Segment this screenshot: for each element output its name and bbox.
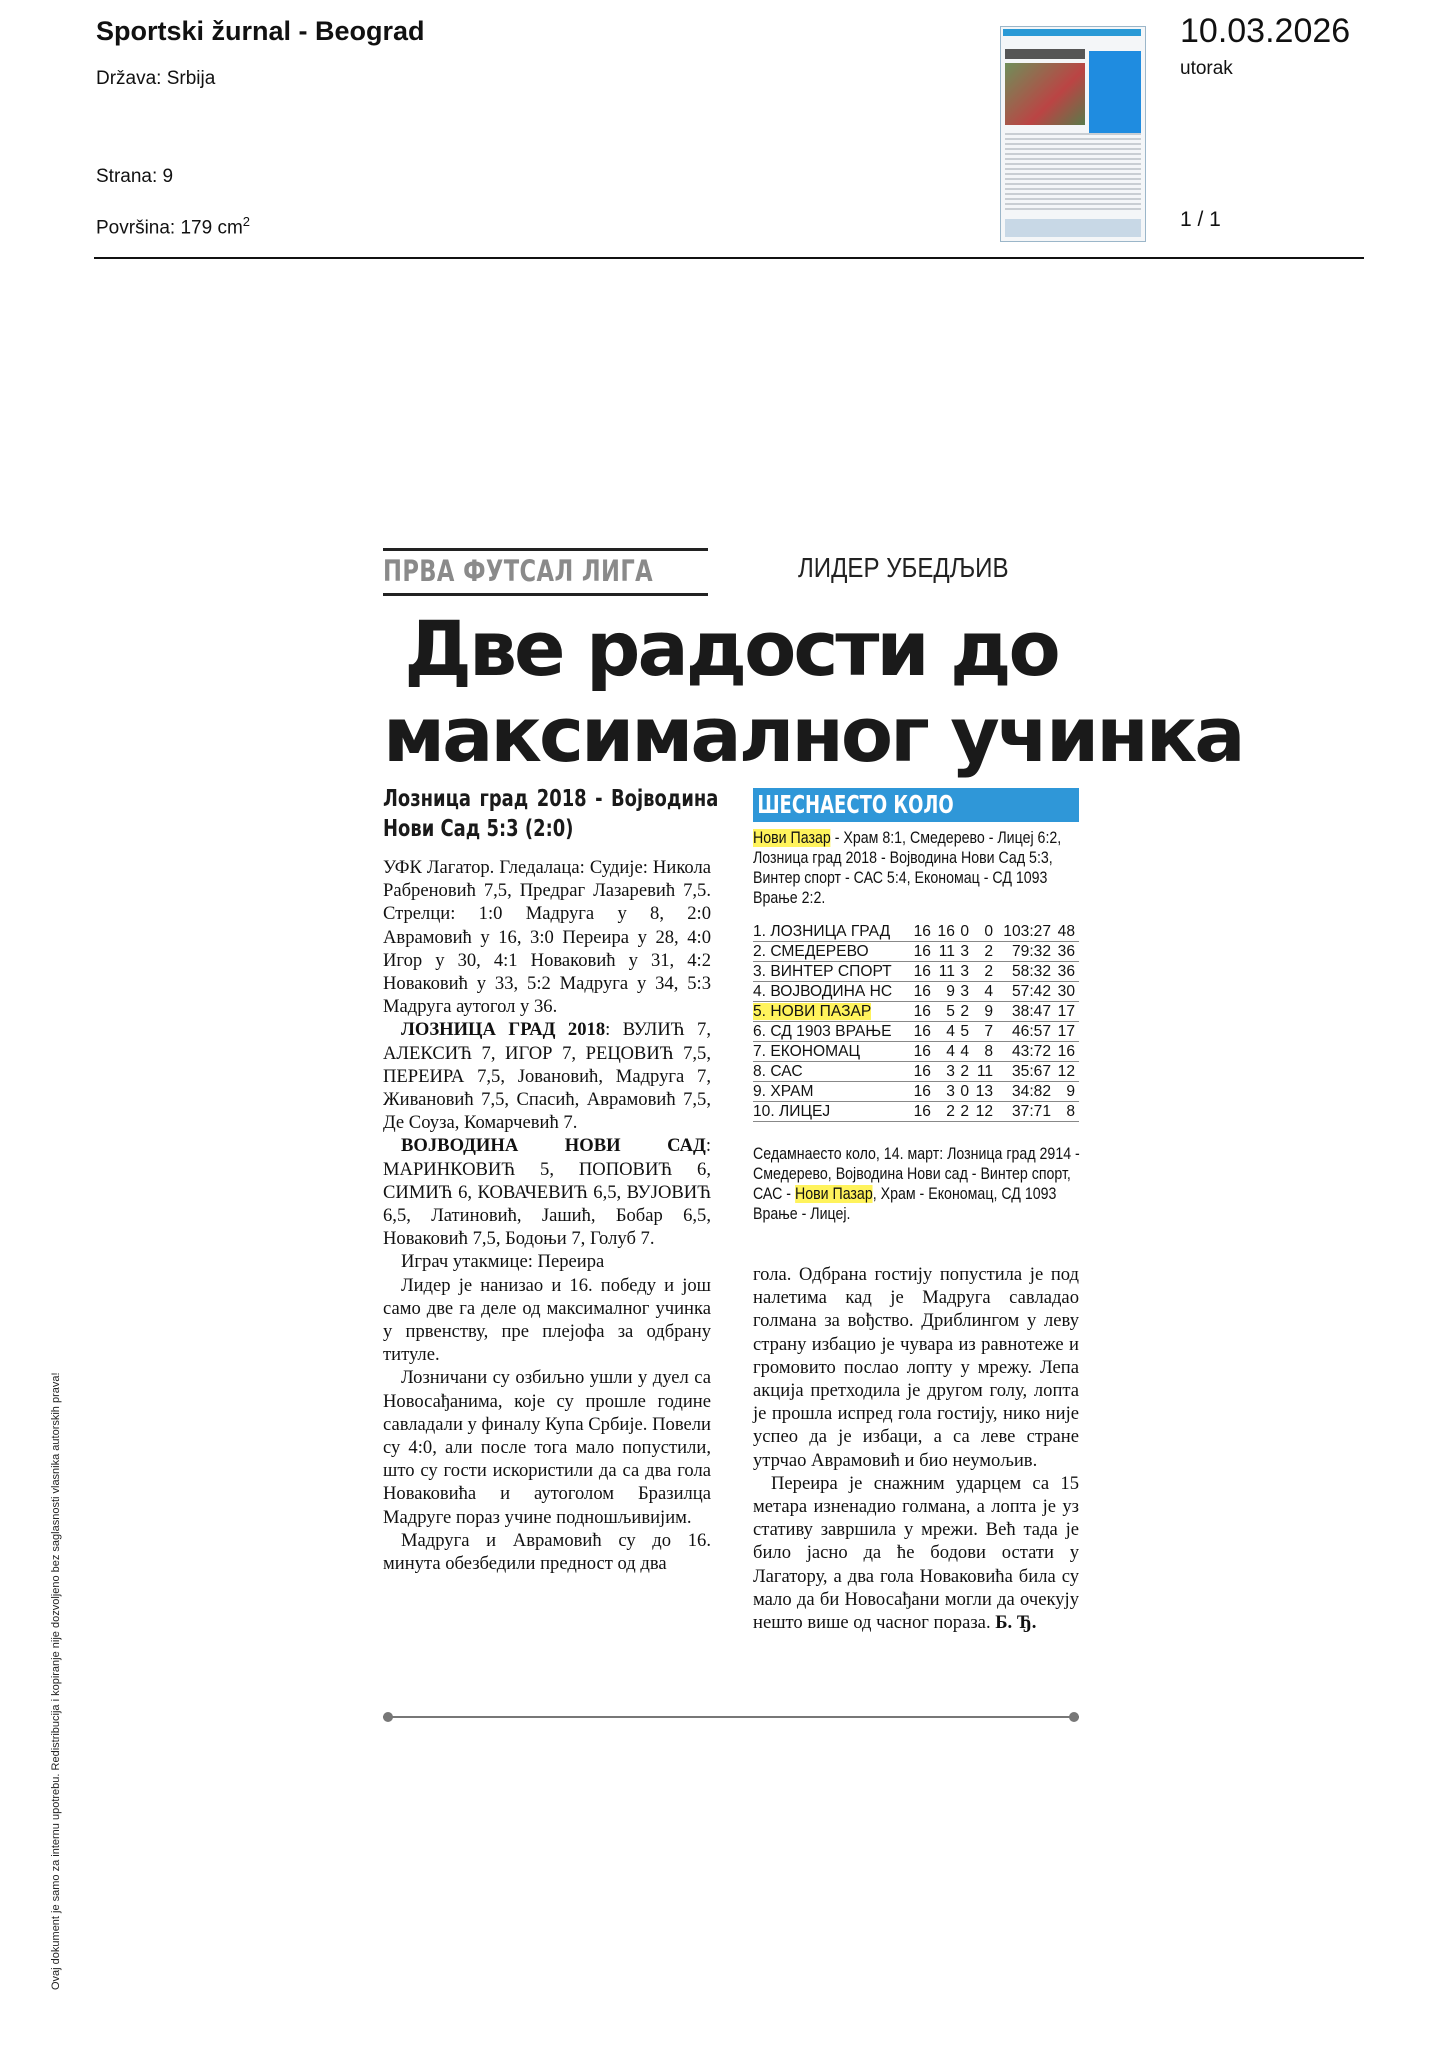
standings-cell-d: 3 [959, 942, 973, 962]
standings-cell-w: 9 [935, 982, 959, 1002]
standings-cell-goals: 79:32 [997, 942, 1055, 962]
standings-cell-team [753, 1022, 911, 1042]
standings-table [753, 922, 1079, 1122]
standings-cell-p: 16 [911, 1022, 935, 1042]
standings-cell-team [753, 1002, 911, 1022]
standings-cell-goals: 46:57 [997, 1022, 1055, 1042]
standings-cell-goals: 34:82 [997, 1082, 1055, 1102]
area-label [96, 214, 250, 239]
round-results [753, 828, 1080, 908]
standings-cell-pts: 17 [1055, 1002, 1079, 1022]
publication-date: 10.03.2026 [1180, 12, 1351, 50]
body-paragraph-4 [753, 1472, 1079, 1634]
headline-line-2: максималног учинка [383, 690, 1243, 779]
body-paragraph-4-text: Переира је снажним ударцем са 15 метара изненадио голмана, а лопта је уз стативу завршила у мрежи. Већ тада је било јасно да ће бодови остати у Лагатору, а два гола Новаковића била су мало да би Новосађани могли да очекују нешто више од часног пораза. [753, 1472, 1079, 1634]
standings-cell-d: 2 [959, 1102, 973, 1122]
standings-cell-d: 2 [959, 1062, 973, 1082]
highlighted-team: Нови Пазар [794, 1185, 873, 1203]
player-of-match: Играч утакмице: Переира [401, 1251, 605, 1273]
standings-cell-w: 4 [935, 1022, 959, 1042]
standings-cell-w: 3 [935, 1082, 959, 1102]
standings-cell-l: 4 [973, 982, 997, 1002]
standings-cell-goals: 103:27 [997, 922, 1055, 942]
standings-team-name: 3. ВИНТЕР СПОРТ [753, 962, 892, 980]
standings-row [753, 962, 1079, 982]
standings-team-name: 5. НОВИ ПАЗАР [753, 1002, 872, 1020]
standings-row [753, 1022, 1079, 1042]
match-title: Лозница град 2018 - Војводина Нови Сад 5:3 (2:0) [383, 786, 719, 842]
standings-cell-w: 4 [935, 1042, 959, 1062]
next-round-text-end: , Храм - Економац, СД 1093 Врање - Лицеј. [753, 1185, 1057, 1223]
section-rule-top [383, 548, 708, 551]
match-details: УФК Лагатор. Гледалаца: Судије: Никола Рабреновић 7,5, Предраг Лазаревић 7,5. Стрелци: 1:0 Мадруга у 8, 2:0 Аврамовић у 16, 3:0 Переира у 28, 4:0 Игор у 30, 4:1 Новаковић у 31, 4:2 Новаковић у 33, 5:2 Мадруга у 34, 5:3 Мадруга аутогол у 36. [383, 857, 711, 1018]
standings-cell-p: 16 [911, 942, 935, 962]
standings-cell-w: 11 [935, 962, 959, 982]
body-paragraph-3-end: гола. Одбрана гостију попустила је под налетима кад је Мадруга савладао голмана за вођство. Дриблингом у леву страну избацио је чувара из равнотеже и громовито послао лопту у мрежу. Лепа акција претходила је другом голу, лопта је прошла испред гола гостију, нико није успео да је избаци, а са леве стране утрчао Аврамовић и био неумољив. [753, 1264, 1079, 1471]
standings-cell-w: 2 [935, 1102, 959, 1122]
thumbnail-bar [1003, 29, 1141, 36]
footer-dot-left [383, 1712, 393, 1722]
area-value: Površina: 179 cm [96, 217, 243, 239]
footer-rule [383, 1716, 1079, 1718]
area-unit-exponent: 2 [242, 214, 251, 229]
standings-cell-team [753, 1042, 911, 1062]
standings-cell-team [753, 982, 911, 1002]
home-team-name: ЛОЗНИЦА ГРАД 2018 [401, 1019, 606, 1041]
standings-cell-d: 0 [959, 1082, 973, 1102]
standings-row [753, 1102, 1079, 1122]
standings-cell-team [753, 942, 911, 962]
standings-cell-l: 8 [973, 1042, 997, 1062]
copyright-notice: Ovaj dokument je samo za internu upotrebu. Redistribucija i kopiranje nije dozvoljeno bez saglasnosti vlasnika autorskih prava! [50, 1372, 62, 1990]
standings-cell-team [753, 1062, 911, 1082]
thumbnail-strip [1005, 219, 1141, 237]
standings-cell-pts: 8 [1055, 1102, 1079, 1122]
standings-cell-w: 5 [935, 1002, 959, 1022]
round-title-bar [753, 788, 1079, 822]
standings-cell-pts: 30 [1055, 982, 1079, 1002]
standings-cell-d: 3 [959, 982, 973, 1002]
kicker: ЛИДЕР УБЕДЉИВ [798, 552, 1009, 583]
standings-cell-p: 16 [911, 1002, 935, 1022]
standings-row [753, 1062, 1079, 1082]
standings-cell-d: 5 [959, 1022, 973, 1042]
standings-team-name: 8. САС [753, 1062, 803, 1080]
standings-cell-d: 3 [959, 962, 973, 982]
away-team-players: : МАРИНКОВИЋ 5, ПОПОВИЋ 6, СИМИЋ 6, КОВАЧЕВИЋ 6,5, ВУЈОВИЋ 6,5, Латиновић, Јашић, Бобар 6,5, Новаковић 7,5, Бодоњи 7, Голуб 7. [383, 1135, 711, 1250]
standings-team-name: 4. ВОЈВОДИНА НС [753, 982, 893, 1000]
standings-cell-pts: 16 [1055, 1042, 1079, 1062]
standings-cell-l: 12 [973, 1102, 997, 1122]
standings-cell-pts: 17 [1055, 1022, 1079, 1042]
standings-cell-team [753, 1082, 911, 1102]
thumbnail-photo [1005, 63, 1085, 125]
standings-cell-l: 11 [973, 1062, 997, 1082]
weekday: utorak [1180, 58, 1233, 79]
standings-row [753, 922, 1079, 942]
standings-team-name: 7. ЕКОНОМАЦ [753, 1042, 861, 1060]
standings-cell-p: 16 [911, 1082, 935, 1102]
standings-row [753, 982, 1079, 1002]
standings-cell-p: 16 [911, 982, 935, 1002]
standings-cell-l: 9 [973, 1002, 997, 1022]
standings-cell-pts: 12 [1055, 1062, 1079, 1082]
round-title: ШЕСНАЕСТО КОЛО [757, 790, 954, 819]
standings-cell-pts: 36 [1055, 962, 1079, 982]
standings-cell-p: 16 [911, 1042, 935, 1062]
standings-cell-team [753, 962, 911, 982]
article-column-left [383, 784, 719, 1575]
thumbnail-headline [1005, 49, 1085, 59]
home-team-players: : ВУЛИЋ 7, АЛЕКСИЋ 7, ИГОР 7, РЕЦОВИЋ 7,5, ПЕРЕИРА 7,5, Јовановић, Мадруга 7, Живановић 7,5, Спасић, Аврамовић 7,5, Де Соуза, Комарчевић 7. [383, 1019, 711, 1134]
article-column-right [753, 1263, 1079, 1634]
body-paragraph-2: Лозничани су озбиљно ушли у дуел са Новосађанима, које су прошле године савладали у финалу Купа Србије. Повели су 4:0, али после тога мало попустили, што су гости искористили да са два гола Новаковића и аутоголом Бразилца Мадруге пораз учине подношљивијим. [383, 1367, 711, 1528]
headline-line-1: Две радости до [404, 604, 1058, 693]
next-round-text: Седамнаесто коло, 14. март: Лозница град 2914 - Смедерево, Војводина Нови сад - Винтер спорт, САС - [753, 1145, 1080, 1203]
standings-cell-d: 2 [959, 1002, 973, 1022]
standings-cell-p: 16 [911, 922, 935, 942]
standings-cell-l: 2 [973, 942, 997, 962]
standings-cell-pts: 36 [1055, 942, 1079, 962]
country-label: Država: Srbija [96, 68, 216, 89]
away-team-name: ВОЈВОДИНА НОВИ САД [401, 1135, 706, 1157]
standings-cell-goals: 35:67 [997, 1062, 1055, 1082]
standings-team-name: 2. СМЕДЕРЕВО [753, 942, 869, 960]
standings-row [753, 1002, 1079, 1022]
standings-cell-l: 0 [973, 922, 997, 942]
standings-cell-l: 7 [973, 1022, 997, 1042]
standings-cell-l: 2 [973, 962, 997, 982]
standings-cell-w: 3 [935, 1062, 959, 1082]
body-paragraph-3-start: Мадруга и Аврамовић су до 16. минута обезбедили предност од два [383, 1529, 711, 1575]
standings-cell-p: 16 [911, 962, 935, 982]
author-signature: Б. Ђ. [995, 1612, 1037, 1634]
article-clipping [383, 548, 1243, 1728]
round-results-box [753, 788, 1079, 1224]
body-paragraph-1: Лидер је нанизао и 16. победу и још само две га деле од максималног учинка у првенству, пре плејофа за одбрану титуле. [383, 1274, 711, 1366]
standings-row [753, 1042, 1079, 1062]
standings-cell-goals: 37:71 [997, 1102, 1055, 1122]
standings-team-name: 10. ЛИЦЕЈ [753, 1102, 831, 1120]
results-text: - Храм 8:1, Смедерево - Лицеј 6:2, Лозница град 2018 - Војводина Нови Сад 5:3, Винтер спорт - САС 5:4, Економац - СД 1093 Врање 2:2. [753, 829, 1062, 907]
standings-cell-goals: 38:47 [997, 1002, 1055, 1022]
standings-cell-d: 0 [959, 922, 973, 942]
standings-row [753, 942, 1079, 962]
header-divider [94, 257, 1364, 259]
thumbnail-ad [1089, 51, 1141, 137]
section-rule-bottom [383, 593, 708, 596]
standings-cell-w: 16 [935, 922, 959, 942]
standings-team-name: 6. СД 1903 ВРАЊЕ [753, 1022, 892, 1040]
page-thumbnail[interactable] [1000, 26, 1146, 242]
lineup-away [383, 1134, 711, 1250]
publication-title: Sportski žurnal - Beograd [96, 16, 425, 46]
standings-cell-p: 16 [911, 1062, 935, 1082]
section-label: ПРВА ФУТСАЛ ЛИГА [383, 554, 654, 588]
standings-cell-goals: 58:32 [997, 962, 1055, 982]
footer-dot-right [1069, 1712, 1079, 1722]
thumbnail-text [1005, 133, 1141, 213]
standings-cell-w: 11 [935, 942, 959, 962]
standings-row [753, 1082, 1079, 1102]
standings-cell-pts: 48 [1055, 922, 1079, 942]
pager: 1 / 1 [1180, 208, 1221, 231]
standings-cell-team [753, 1102, 911, 1122]
standings-cell-team [753, 922, 911, 942]
page-number: Strana: 9 [96, 166, 174, 187]
standings-cell-goals: 43:72 [997, 1042, 1055, 1062]
standings-cell-pts: 9 [1055, 1082, 1079, 1102]
standings-cell-l: 13 [973, 1082, 997, 1102]
standings-cell-d: 4 [959, 1042, 973, 1062]
standings-cell-goals: 57:42 [997, 982, 1055, 1002]
next-round [753, 1144, 1080, 1224]
highlighted-team: Нови Пазар [753, 829, 831, 847]
headline [383, 604, 1243, 779]
lineup-home [383, 1018, 711, 1134]
standings-cell-p: 16 [911, 1102, 935, 1122]
standings-team-name: 1. ЛОЗНИЦА ГРАД [753, 922, 891, 940]
standings-team-name: 9. ХРАМ [753, 1082, 814, 1100]
